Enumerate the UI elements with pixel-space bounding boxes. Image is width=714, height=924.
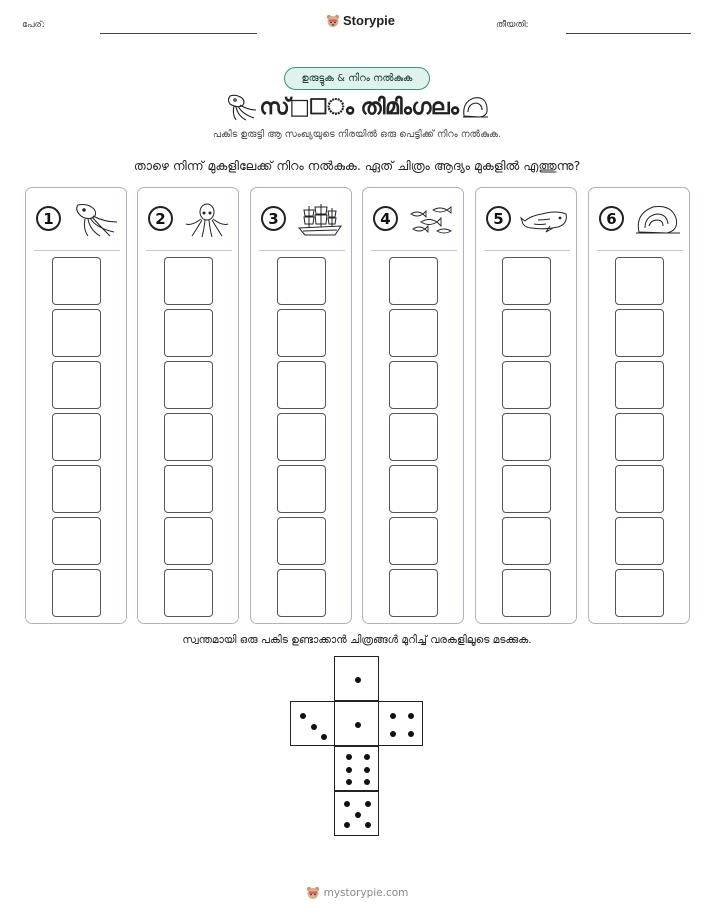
die-face [334, 656, 379, 701]
color-box[interactable] [52, 465, 101, 513]
activity-pill: ഉരുട്ടുക & നിറം നൽകുക [284, 67, 430, 90]
color-box[interactable] [164, 413, 213, 461]
die-pip [390, 713, 396, 719]
color-box[interactable] [615, 465, 664, 513]
die-pip [364, 767, 370, 773]
column-divider [597, 250, 683, 251]
color-box[interactable] [389, 257, 438, 305]
die-pip [364, 779, 370, 785]
die-pip [300, 713, 306, 719]
date-label: തീയതി: [496, 20, 529, 30]
color-box[interactable] [164, 517, 213, 565]
color-box[interactable] [52, 569, 101, 617]
question: താഴെ നിന്ന് മുകളിലേക്ക് നിറം നൽകുക. ഏത് ചിത്രം ആദ്യം മുകളിൽ എത്തുന്നു? [133, 158, 581, 173]
color-box[interactable] [52, 361, 101, 409]
column-number: 3 [261, 206, 286, 231]
color-box[interactable] [615, 361, 664, 409]
die-pip [355, 812, 361, 818]
color-box[interactable] [164, 257, 213, 305]
column-number: 1 [36, 206, 61, 231]
page-title: സ്□□ം തിമിംഗലം [259, 94, 459, 120]
die-pip [346, 754, 352, 760]
column-divider [146, 250, 232, 251]
sperm-whale-icon [520, 202, 570, 238]
color-box[interactable] [52, 413, 101, 461]
die-face [290, 701, 335, 746]
color-box[interactable] [52, 309, 101, 357]
color-box[interactable] [277, 309, 326, 357]
color-box[interactable] [164, 309, 213, 357]
ambergris-icon [633, 202, 683, 238]
name-line[interactable] [100, 33, 257, 34]
color-box[interactable] [615, 517, 664, 565]
column-header [261, 202, 345, 238]
column-number: 2 [148, 206, 173, 231]
color-box[interactable] [277, 465, 326, 513]
color-box[interactable] [52, 517, 101, 565]
color-box[interactable] [277, 361, 326, 409]
color-box[interactable] [502, 465, 551, 513]
color-box[interactable] [502, 413, 551, 461]
color-box[interactable] [502, 569, 551, 617]
bear-logo-icon [306, 886, 320, 900]
column-3 [250, 187, 352, 624]
column-number: 5 [486, 206, 511, 231]
color-box[interactable] [615, 413, 664, 461]
color-box[interactable] [502, 257, 551, 305]
column-divider [34, 250, 120, 251]
squid-icon [224, 92, 258, 122]
color-box[interactable] [52, 257, 101, 305]
color-box[interactable] [277, 517, 326, 565]
column-5 [475, 187, 577, 624]
die-pip [344, 822, 350, 828]
title-row [0, 92, 714, 122]
color-box[interactable] [164, 361, 213, 409]
column-header [36, 202, 120, 238]
color-box[interactable] [389, 569, 438, 617]
die-face [334, 791, 379, 836]
color-box[interactable] [164, 569, 213, 617]
column-4 [362, 187, 464, 624]
column-number: 4 [373, 206, 398, 231]
die-pip [364, 754, 370, 760]
color-box[interactable] [277, 257, 326, 305]
color-box[interactable] [502, 309, 551, 357]
die-pip [355, 722, 361, 728]
die-instruction: സ്വന്തമായി ഒരു പകിട ഉണ്ടാക്കാൻ ചിത്രങ്ങൾ മുറിച്ച് വരകളിലൂടെ മടക്കുക. [182, 634, 532, 646]
footer-url[interactable]: mystorypie.com [323, 887, 409, 899]
ambergris-icon [460, 92, 490, 122]
color-box[interactable] [615, 569, 664, 617]
die-pip [355, 677, 361, 683]
color-box[interactable] [502, 361, 551, 409]
die-pip [311, 724, 317, 730]
column-6 [588, 187, 690, 624]
color-box[interactable] [277, 569, 326, 617]
column-number: 6 [599, 206, 624, 231]
column-divider [371, 250, 457, 251]
die-pip [346, 767, 352, 773]
color-box[interactable] [615, 309, 664, 357]
footer [0, 886, 714, 900]
die-pip [346, 779, 352, 785]
die-face [378, 701, 423, 746]
date-line[interactable] [566, 33, 691, 34]
color-box[interactable] [389, 517, 438, 565]
column-header [486, 202, 570, 238]
ship-icon [295, 202, 345, 238]
color-box[interactable] [615, 257, 664, 305]
squid-icon [70, 202, 120, 238]
color-box[interactable] [389, 413, 438, 461]
column-header [373, 202, 457, 238]
bear-logo-icon [326, 14, 340, 28]
die-pip [408, 731, 414, 737]
brand-name: Storypie [343, 13, 396, 28]
color-box[interactable] [502, 517, 551, 565]
color-box[interactable] [389, 465, 438, 513]
subtitle: പകിട ഉരുട്ടി ആ സംഖ്യയുടെ നിരയിൽ ഒരു പെട്ടിക്ക് നിറം നൽകുക. [212, 129, 502, 140]
color-box[interactable] [389, 309, 438, 357]
die-pip [408, 713, 414, 719]
column-2 [137, 187, 239, 624]
color-box[interactable] [164, 465, 213, 513]
column-header [599, 202, 683, 238]
die-pip [321, 734, 327, 740]
die-pip [390, 731, 396, 737]
die-pip [365, 801, 371, 807]
brand [326, 13, 395, 28]
die-pip [344, 801, 350, 807]
die-pip [365, 822, 371, 828]
octopus-icon [182, 202, 232, 238]
column-divider [259, 250, 345, 251]
column-1 [25, 187, 127, 624]
column-header [148, 202, 232, 238]
name-label: പേര്: [22, 20, 45, 30]
color-box[interactable] [277, 413, 326, 461]
color-box[interactable] [389, 361, 438, 409]
die-face [334, 701, 379, 746]
column-divider [484, 250, 570, 251]
die-face [334, 746, 379, 791]
fish-school-icon [407, 202, 457, 238]
